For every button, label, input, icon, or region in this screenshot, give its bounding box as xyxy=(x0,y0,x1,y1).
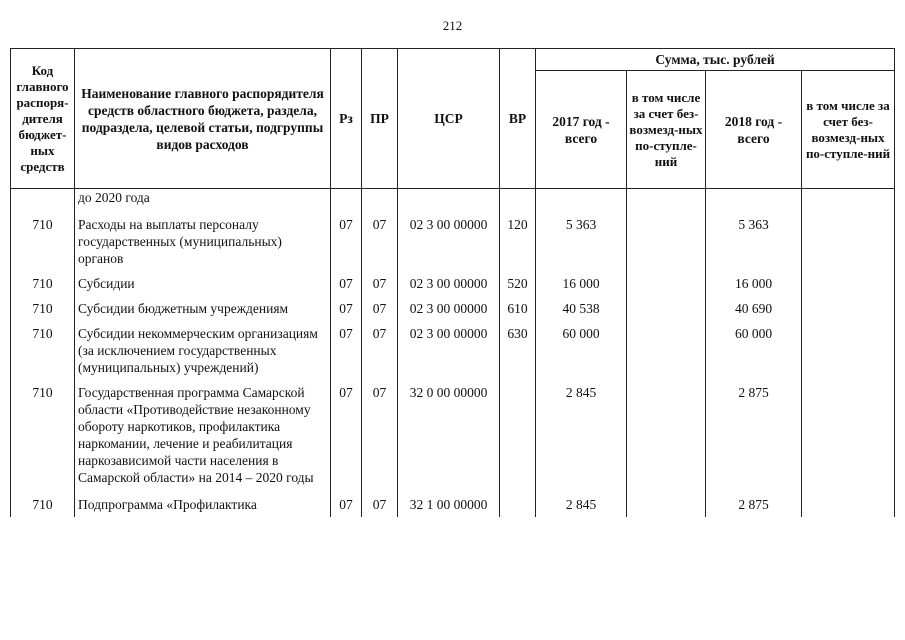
cell-pr: 07 xyxy=(362,321,398,380)
table-row xyxy=(11,492,895,517)
table-body xyxy=(11,189,895,518)
header-total-2017: 2017 год - всего xyxy=(536,71,627,189)
cell-free-2018 xyxy=(802,271,895,296)
cell-total-2017: 16 000 xyxy=(536,271,627,296)
cell-name: Подпрограмма «Профилактика xyxy=(75,492,331,517)
cell-name: Субсидии некоммерческим организациям (за исключением государственных (муниципальных) учреждений) xyxy=(75,321,331,380)
cell-vr: 630 xyxy=(500,321,536,380)
cell-code: 710 xyxy=(11,492,75,517)
cell-name: Расходы на выплаты персоналу государственных (муниципальных) органов xyxy=(75,212,331,271)
cell-rz: 07 xyxy=(331,212,362,271)
header-free-2018: в том числе за счет без-возмезд-ных по-ступле-ний xyxy=(802,71,895,189)
cell-total-2018: 16 000 xyxy=(706,271,802,296)
cell-total-2017: 40 538 xyxy=(536,296,627,321)
cell-free-2018 xyxy=(802,321,895,380)
cell-pr: 07 xyxy=(362,271,398,296)
table-header xyxy=(11,49,895,189)
cell-rz: 07 xyxy=(331,380,362,492)
cell-name: Государственная программа Самарской области «Противодействие незаконному обороту наркотиков, профилактика наркомании, лечение и реабилитация наркозависимой части населения в Самарской области» на 2014 – 2020 годы xyxy=(75,380,331,492)
cell-vr: 120 xyxy=(500,212,536,271)
cell-total-2018: 2 875 xyxy=(706,380,802,492)
cell-total-2017: 2 845 xyxy=(536,380,627,492)
cell-total-2017: 2 845 xyxy=(536,492,627,517)
cell-total-2018: 60 000 xyxy=(706,321,802,380)
cell-free-2018 xyxy=(802,296,895,321)
cell-pr: 07 xyxy=(362,380,398,492)
cell-rz: 07 xyxy=(331,492,362,517)
header-vr: ВР xyxy=(500,49,536,189)
continuation-row xyxy=(11,189,895,213)
cell-free-2017 xyxy=(627,296,706,321)
cell-free-2017 xyxy=(627,271,706,296)
cell-vr xyxy=(500,492,536,517)
continuation-text: до 2020 года xyxy=(75,189,331,213)
cell-free-2017 xyxy=(627,380,706,492)
cell-pr: 07 xyxy=(362,492,398,517)
cell-code: 710 xyxy=(11,321,75,380)
cell-csr: 02 3 00 00000 xyxy=(398,271,500,296)
cell-rz: 07 xyxy=(331,296,362,321)
table-row xyxy=(11,212,895,271)
table-row xyxy=(11,380,895,492)
cell-total-2018: 40 690 xyxy=(706,296,802,321)
header-free-2017: в том числе за счет без-возмезд-ных по-ступле-ний xyxy=(627,71,706,189)
cell-free-2018 xyxy=(802,212,895,271)
header-pr: ПР xyxy=(362,49,398,189)
cell-pr: 07 xyxy=(362,212,398,271)
cell-vr: 520 xyxy=(500,271,536,296)
cell-csr: 02 3 00 00000 xyxy=(398,212,500,271)
cell-total-2017: 5 363 xyxy=(536,212,627,271)
table-row xyxy=(11,271,895,296)
page-number: 212 xyxy=(442,18,463,33)
cell-name: Субсидии xyxy=(75,271,331,296)
cell-code: 710 xyxy=(11,380,75,492)
cell-total-2017: 60 000 xyxy=(536,321,627,380)
cell-total-2018: 2 875 xyxy=(706,492,802,517)
header-total-2018: 2018 год - всего xyxy=(706,71,802,189)
cell-rz: 07 xyxy=(331,271,362,296)
cell-csr: 32 0 00 00000 xyxy=(398,380,500,492)
cell-free-2018 xyxy=(802,492,895,517)
table-row xyxy=(11,321,895,380)
cell-csr: 02 3 00 00000 xyxy=(398,296,500,321)
header-code: Код главного распоря-дителя бюджет-ных средств xyxy=(11,49,75,189)
cell-total-2018: 5 363 xyxy=(706,212,802,271)
table-row xyxy=(11,296,895,321)
cell-vr xyxy=(500,380,536,492)
cell-rz: 07 xyxy=(331,321,362,380)
cell-vr: 610 xyxy=(500,296,536,321)
cell-code: 710 xyxy=(11,296,75,321)
header-sum-group: Сумма, тыс. рублей xyxy=(536,49,895,71)
cell-csr: 32 1 00 00000 xyxy=(398,492,500,517)
header-name: Наименование главного распорядителя средств областного бюджета, раздела, подраздела, целевой статьи, подгруппы видов расходов xyxy=(75,49,331,189)
cell-free-2018 xyxy=(802,380,895,492)
header-rz: Рз xyxy=(331,49,362,189)
cell-code: 710 xyxy=(11,271,75,296)
cell-csr: 02 3 00 00000 xyxy=(398,321,500,380)
cell-free-2017 xyxy=(627,321,706,380)
cell-free-2017 xyxy=(627,492,706,517)
cell-free-2017 xyxy=(627,212,706,271)
cell-code: 710 xyxy=(11,212,75,271)
cell-pr: 07 xyxy=(362,296,398,321)
budget-table xyxy=(10,48,895,517)
header-csr: ЦСР xyxy=(398,49,500,189)
cell-name: Субсидии бюджетным учреждениям xyxy=(75,296,331,321)
